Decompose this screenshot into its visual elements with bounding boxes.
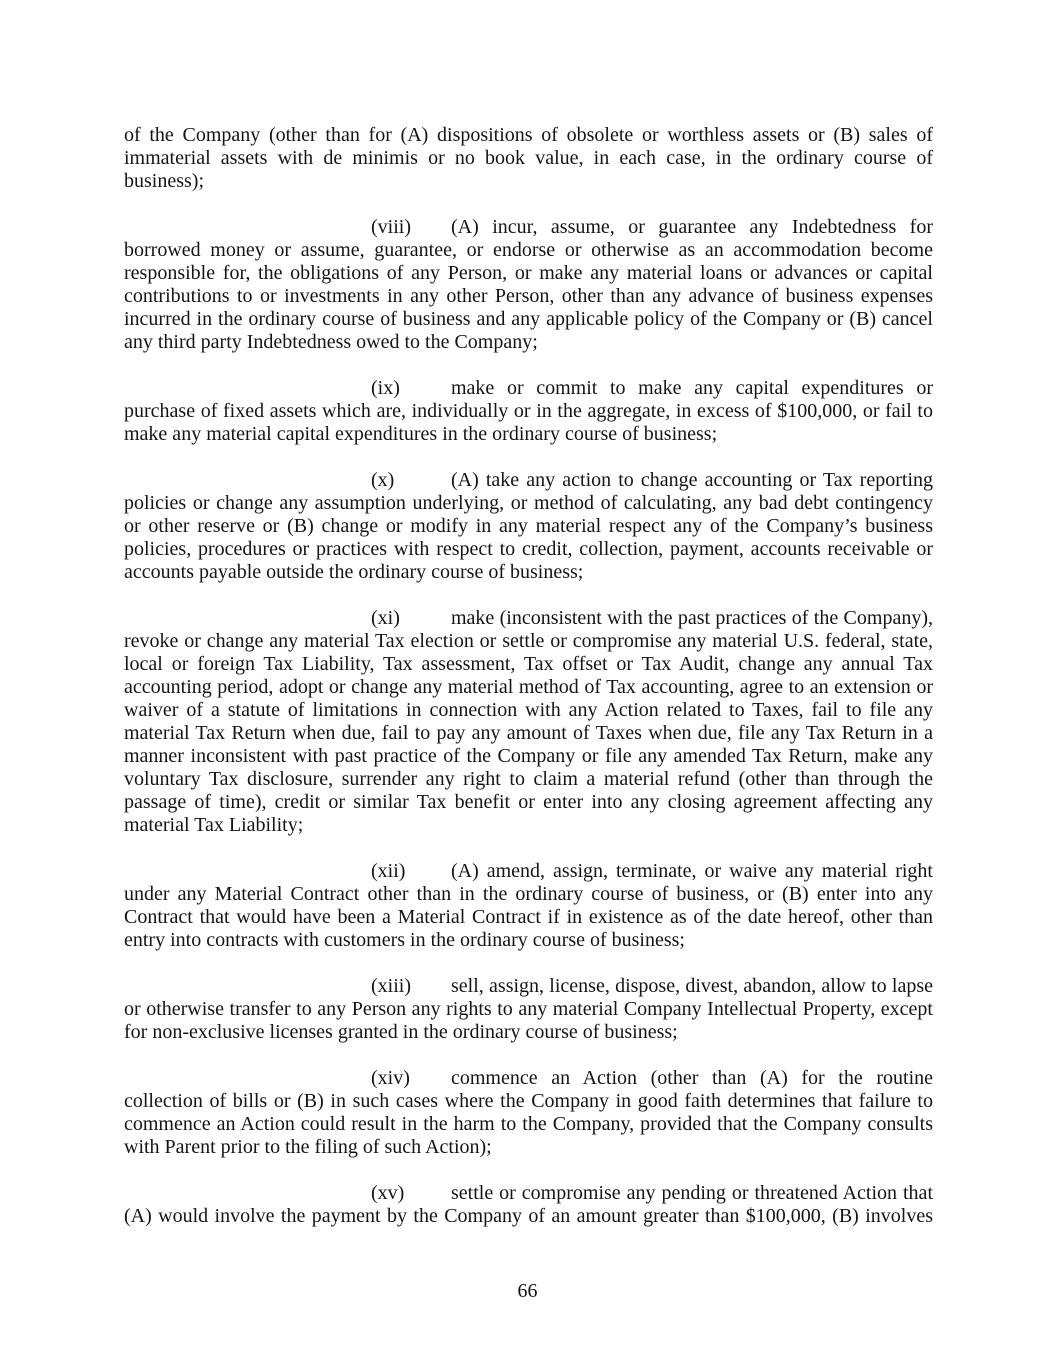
clause-xii-text: (A) amend, assign, terminate, or waive any material right under any Material Contract other than in the ordinary course of business, or (B) enter into any Contract that would have been a Material Contract if in existence as of the date hereof, other than entry into contracts with customers in the ordinary course of business; <box>124 860 933 951</box>
clause-viii-label: (viii) <box>371 216 411 238</box>
clause-x <box>124 469 933 584</box>
clause-xiv-label: (xiv) <box>371 1067 410 1089</box>
clause-xv <box>124 1182 933 1228</box>
clause-xiii-text: sell, assign, license, dispose, divest, abandon, allow to lapse or otherwise transfer to any Person any rights to any material Company Intellectual Property, except for non-exclusive licenses granted in the ordinary course of business; <box>124 975 933 1043</box>
page-number: 66 <box>517 1280 538 1302</box>
clause-xiii <box>124 975 933 1044</box>
clause-xiii-label: (xiii) <box>371 975 411 997</box>
clause-xii-label: (xii) <box>371 860 406 882</box>
clause-xi-text: make (inconsistent with the past practices of the Company), revoke or change any material Tax election or settle or compromise any material U.S. federal, state, local or foreign Tax Liability, Tax assessment, Tax offset or Tax Audit, change any annual Tax accounting period, adopt or change any material method of Tax accounting, agree to an extension or waiver of a statute of limitations in connection with any Action related to Taxes, fail to file any material Tax Return when due, fail to pay any amount of Taxes when due, file any Tax Return in a manner inconsistent with past practice of the Company or file any amended Tax Return, make any voluntary Tax disclosure, surrender any right to claim a material refund (other than through the passage of time), credit or similar Tax benefit or enter into any closing agreement affecting any material Tax Liability; <box>124 607 933 836</box>
document-page-body <box>124 124 933 1251</box>
clause-xiv <box>124 1067 933 1159</box>
clause-ix-text: make or commit to make any capital expenditures or purchase of fixed assets which are, individually or in the aggregate, in excess of $100,000, or fail to make any material capital expenditures in the ordinary course of business; <box>124 377 933 445</box>
clause-x-text: (A) take any action to change accounting or Tax reporting policies or change any assumption underlying, or method of calculating, any bad debt contingency or other reserve or (B) change or modify in any material respect any of the Company’s business policies, procedures or practices with respect to credit, collection, payment, accounts receivable or accounts payable outside the ordinary course of business; <box>124 469 933 583</box>
clause-xv-label: (xv) <box>371 1182 405 1204</box>
paragraph-text: of the Company (other than for (A) dispositions of obsolete or worthless assets or (B) sales of immaterial assets with de minimis or no book value, in each case, in the ordinary course of business); <box>124 124 933 192</box>
clause-xi-label: (xi) <box>371 607 400 629</box>
clause-viii-text: (A) incur, assume, or guarantee any Indebtedness for borrowed money or assume, guarantee, or endorse or otherwise as an accommodation become responsible for, the obligations of any Person, or make any material loans or advances or capital contributions to or investments in any other Person, other than any advance of business expenses incurred in the ordinary course of business and any applicable policy of the Company or (B) cancel any third party Indebtedness owed to the Company; <box>124 216 933 353</box>
clause-xiv-text: commence an Action (other than (A) for the routine collection of bills or (B) in such cases where the Company in good faith determines that failure to commence an Action could result in the harm to the Company, provided that the Company consults with Parent prior to the filing of such Action); <box>124 1067 933 1158</box>
clause-x-label: (x) <box>371 469 395 491</box>
clause-ix <box>124 377 933 446</box>
clause-ix-label: (ix) <box>371 377 400 399</box>
clause-xv-text: settle or compromise any pending or threatened Action that (A) would involve the payment by the Company of an amount greater than $100,000, (B) involves <box>124 1182 933 1227</box>
clause-xi <box>124 607 933 837</box>
clause-viii <box>124 216 933 354</box>
clause-xii <box>124 860 933 952</box>
paragraph-continuation <box>124 124 933 193</box>
